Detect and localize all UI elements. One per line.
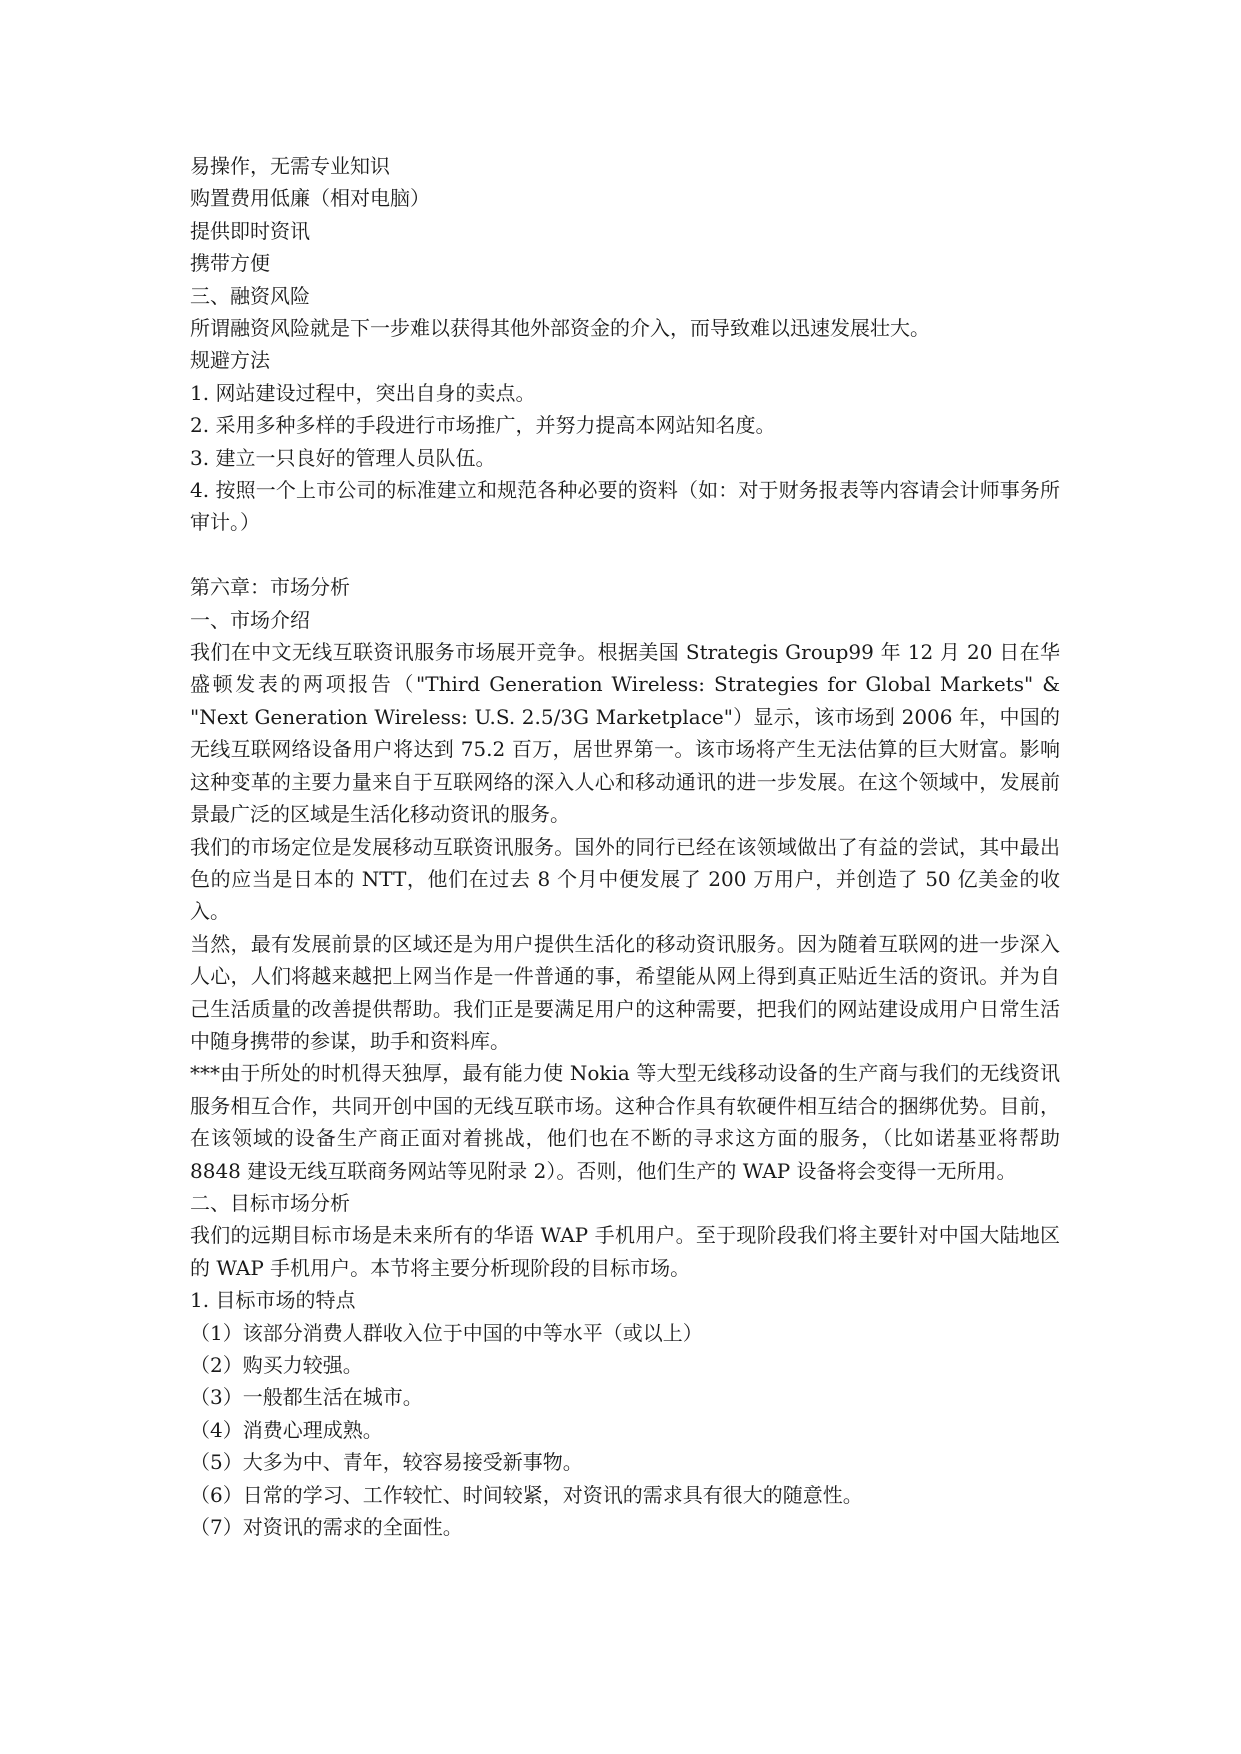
text-line: 携带方便	[190, 251, 270, 276]
paragraph: 我们的远期目标市场是未来所有的华语 WAP 手机用户。至于现阶段我们将主要针对中国大陆地区的 WAP 手机用户。本节将主要分析现阶段的目标市场。	[190, 1223, 1060, 1280]
list-item: （5）大多为中、青年，较容易接受新事物。	[190, 1450, 583, 1475]
chapter-heading: 第六章：市场分析	[190, 575, 350, 600]
list-item: （1）该部分消费人群收入位于中国的中等水平（或以上）	[190, 1320, 703, 1345]
list-item: 1. 网站建设过程中，突出自身的卖点。	[190, 380, 536, 405]
blank-line	[190, 539, 1060, 571]
list-item: （7）对资讯的需求的全面性。	[190, 1515, 463, 1540]
list-item: 4. 按照一个上市公司的标准建立和规范各种必要的资料（如：对于财务报表等内容请会计师事务所审计。）	[190, 478, 1060, 535]
list-item: （2）购买力较强。	[190, 1353, 363, 1378]
list-item: 3. 建立一只良好的管理人员队伍。	[190, 445, 496, 470]
paragraph: 我们在中文无线互联资讯服务市场展开竞争。根据美国 Strategis Group99 年 12 月 20 日在华盛顿发表的两项报告（"Third Generation Wireless: Strategies for Global Markets" & "Next Generation Wireless: U.S. 2.5/3G Marketplace"）显示，该市场到 2006 年，中国的无线互联网络设备用户将达到 75.2 百万，居世界第一。该市场将产生无法估算的巨大财富。影响这种变革的主要力量来自于互联网络的深入人心和移动通讯的进一步发展。在这个领域中，发展前景最广泛的区域是生活化移动资讯的服务。	[190, 640, 1060, 827]
list-item: （3）一般都生活在城市。	[190, 1385, 423, 1410]
section-heading: 三、融资风险	[190, 283, 310, 308]
subheading: 规避方法	[190, 348, 270, 373]
document-body	[190, 150, 1060, 1543]
paragraph: 我们的市场定位是发展移动互联资讯服务。国外的同行已经在该领域做出了有益的尝试，其中最出色的应当是日本的 NTT，他们在过去 8 个月中便发展了 200 万用户，并创造了 50 亿美金的收入。	[190, 834, 1060, 924]
paragraph: 当然，最有发展前景的区域还是为用户提供生活化的移动资讯服务。因为随着互联网的进一步深入人心，人们将越来越把上网当作是一件普通的事，希望能从网上得到真正贴近生活的资讯。并为自己生活质量的改善提供帮助。我们正是要满足用户的这种需要，把我们的网站建设成用户日常生活中随身携带的参谋，助手和资料库。	[190, 931, 1060, 1053]
section-heading: 一、市场介绍	[190, 607, 310, 632]
list-item: （6）日常的学习、工作较忙、时间较紧，对资讯的需求具有很大的随意性。	[190, 1482, 863, 1507]
text-line: 所谓融资风险就是下一步难以获得其他外部资金的介入，而导致难以迅速发展壮大。	[190, 316, 930, 341]
list-item: 2. 采用多种多样的手段进行市场推广，并努力提高本网站知名度。	[190, 413, 776, 438]
list-item: （4）消费心理成熟。	[190, 1417, 383, 1442]
paragraph: ***由于所处的时机得天独厚，最有能力使 Nokia 等大型无线移动设备的生产商与我们的无线资讯服务相互合作，共同开创中国的无线互联市场。这种合作具有软硬件相互结合的捆绑优势。目前，在该领域的设备生产商正面对着挑战，他们也在不断的寻求这方面的服务，（比如诺基亚将帮助 8848 建设无线互联商务网站等见附录 2）。否则，他们生产的 WAP 设备将会变得一无所用。	[190, 1061, 1060, 1183]
text-line: 易操作，无需专业知识	[190, 154, 390, 178]
subheading: 1. 目标市场的特点	[190, 1288, 356, 1313]
text-line: 购置费用低廉（相对电脑）	[190, 186, 430, 211]
text-line: 提供即时资讯	[190, 218, 310, 243]
section-heading: 二、目标市场分析	[190, 1190, 350, 1215]
